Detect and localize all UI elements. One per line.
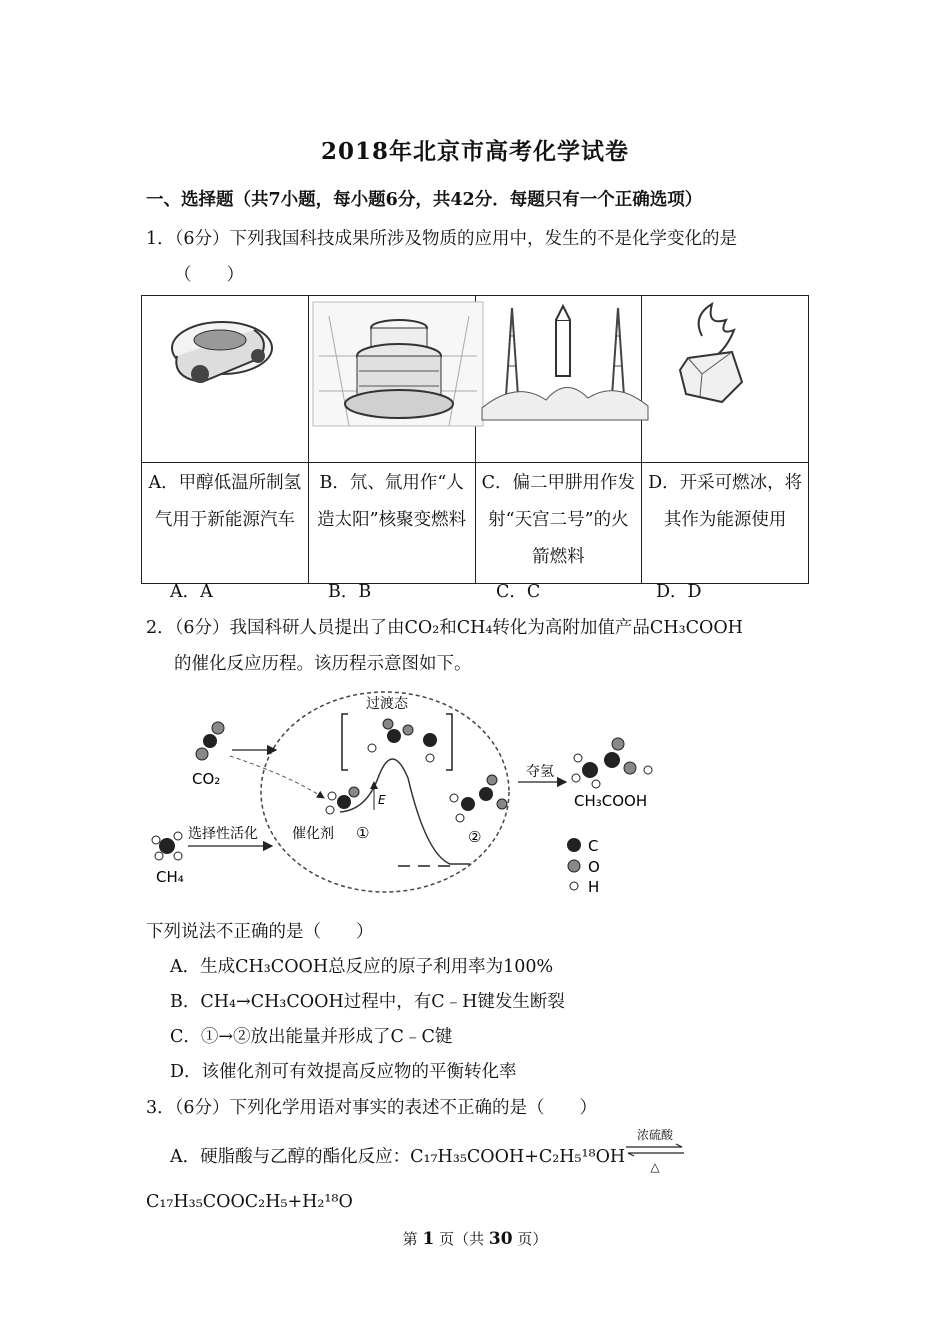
combustible-ice-picture bbox=[642, 296, 809, 463]
q1-options-table bbox=[141, 295, 809, 584]
answer-choice-c[interactable]: C．C bbox=[496, 582, 541, 602]
dehydrogenation-label: 夺氢 bbox=[526, 764, 554, 780]
step2-marker: ② bbox=[468, 828, 482, 846]
fusion-reactor-picture bbox=[308, 296, 475, 463]
footer-suffix: 页） bbox=[517, 1230, 548, 1248]
product-label: CH₃COOH bbox=[574, 792, 648, 810]
rocket-launch-picture bbox=[475, 296, 642, 463]
acetic-acid-molecule bbox=[572, 738, 652, 788]
state2-molecule bbox=[450, 775, 507, 822]
option-cell-d: D．开采可燃冰，将其作为能源使用 bbox=[642, 463, 809, 584]
answer-choice-d[interactable]: D．D bbox=[656, 582, 702, 602]
step1-marker: ① bbox=[356, 824, 370, 842]
transition-state-label: 过渡态 bbox=[366, 696, 408, 712]
selective-activation-label: 选择性活化 bbox=[188, 826, 258, 842]
catalyst-label: 催化剂 bbox=[292, 826, 334, 842]
legend-oxygen: O bbox=[588, 858, 600, 876]
q2-option-c[interactable]: C．①→②放出能量并形成了C﹣C键 bbox=[170, 1027, 453, 1047]
page-total: 30 bbox=[488, 1229, 513, 1249]
catalyst-condition: 浓硫酸 bbox=[636, 1128, 673, 1142]
ch4-label: CH₄ bbox=[156, 868, 184, 886]
atom-legend bbox=[567, 837, 600, 896]
answer-choice-b[interactable]: B．B bbox=[328, 582, 372, 602]
page-title: 2018年北京市高考化学试卷 bbox=[320, 138, 629, 165]
co2-label: CO₂ bbox=[192, 770, 221, 788]
q2-option-b[interactable]: B．CH₄→CH₃COOH过程中，有C﹣H键发生断裂 bbox=[170, 992, 565, 1012]
ch4-molecule bbox=[152, 832, 182, 860]
option-cell-c: C．偏二甲肼用作发射“天宫二号”的火箭燃料 bbox=[475, 463, 642, 584]
equilibrium-arrow-icon bbox=[624, 1143, 686, 1157]
q2-stem-cont: 的催化反应历程。该历程示意图如下。 bbox=[174, 654, 472, 674]
legend-carbon: C bbox=[588, 837, 599, 855]
q3-option-a-cont: C₁₇H₃₅COOC₂H₅+H₂¹⁸O bbox=[146, 1192, 353, 1212]
reversible-condition bbox=[624, 1128, 686, 1174]
heat-condition: △ bbox=[650, 1160, 660, 1174]
section-heading: 一、选择题（共7小题，每小题6分，共42分．每题只有一个正确选项） bbox=[146, 190, 703, 210]
footer-middle: 页（共 bbox=[439, 1230, 485, 1248]
car-picture bbox=[142, 296, 309, 463]
reaction-mechanism-diagram bbox=[140, 686, 680, 904]
transition-state-molecule bbox=[368, 719, 437, 762]
q2-question: 下列说法不正确的是（ ） bbox=[146, 922, 374, 942]
co2-molecule bbox=[196, 722, 224, 760]
state1-molecule bbox=[326, 787, 359, 814]
page-number: 1 bbox=[422, 1229, 435, 1249]
q1-paren: （ ） bbox=[174, 265, 244, 285]
q2-option-a[interactable]: A．生成CH₃COOH总反应的原子利用率为100% bbox=[170, 957, 554, 977]
page-footer bbox=[0, 1228, 950, 1249]
q2-stem: 2．（6分）我国科研人员提出了由CO₂和CH₄转化为高附加值产品CH₃COOH bbox=[146, 618, 743, 638]
energy-label: E bbox=[378, 793, 386, 807]
q3-option-a[interactable]: A．硬脂酸与乙醇的酯化反应：C₁₇H₃₅COOH+C₂H₅¹⁸OH bbox=[170, 1147, 626, 1167]
option-cell-b: B．氘、氚用作“人造太阳”核聚变燃料 bbox=[308, 463, 475, 584]
option-cell-a: A．甲醇低温所制氢气用于新能源汽车 bbox=[142, 463, 309, 584]
q1-stem: 1．（6分）下列我国科技成果所涉及物质的应用中，发生的不是化学变化的是 bbox=[146, 229, 738, 249]
footer-prefix: 第 bbox=[402, 1230, 418, 1248]
q3-stem: 3．（6分）下列化学用语对事实的表述不正确的是（ ） bbox=[146, 1098, 598, 1118]
legend-hydrogen: H bbox=[588, 878, 600, 896]
answer-choice-a[interactable]: A．A bbox=[170, 582, 213, 602]
q2-option-d[interactable]: D．该催化剂可有效提高反应物的平衡转化率 bbox=[170, 1062, 517, 1082]
